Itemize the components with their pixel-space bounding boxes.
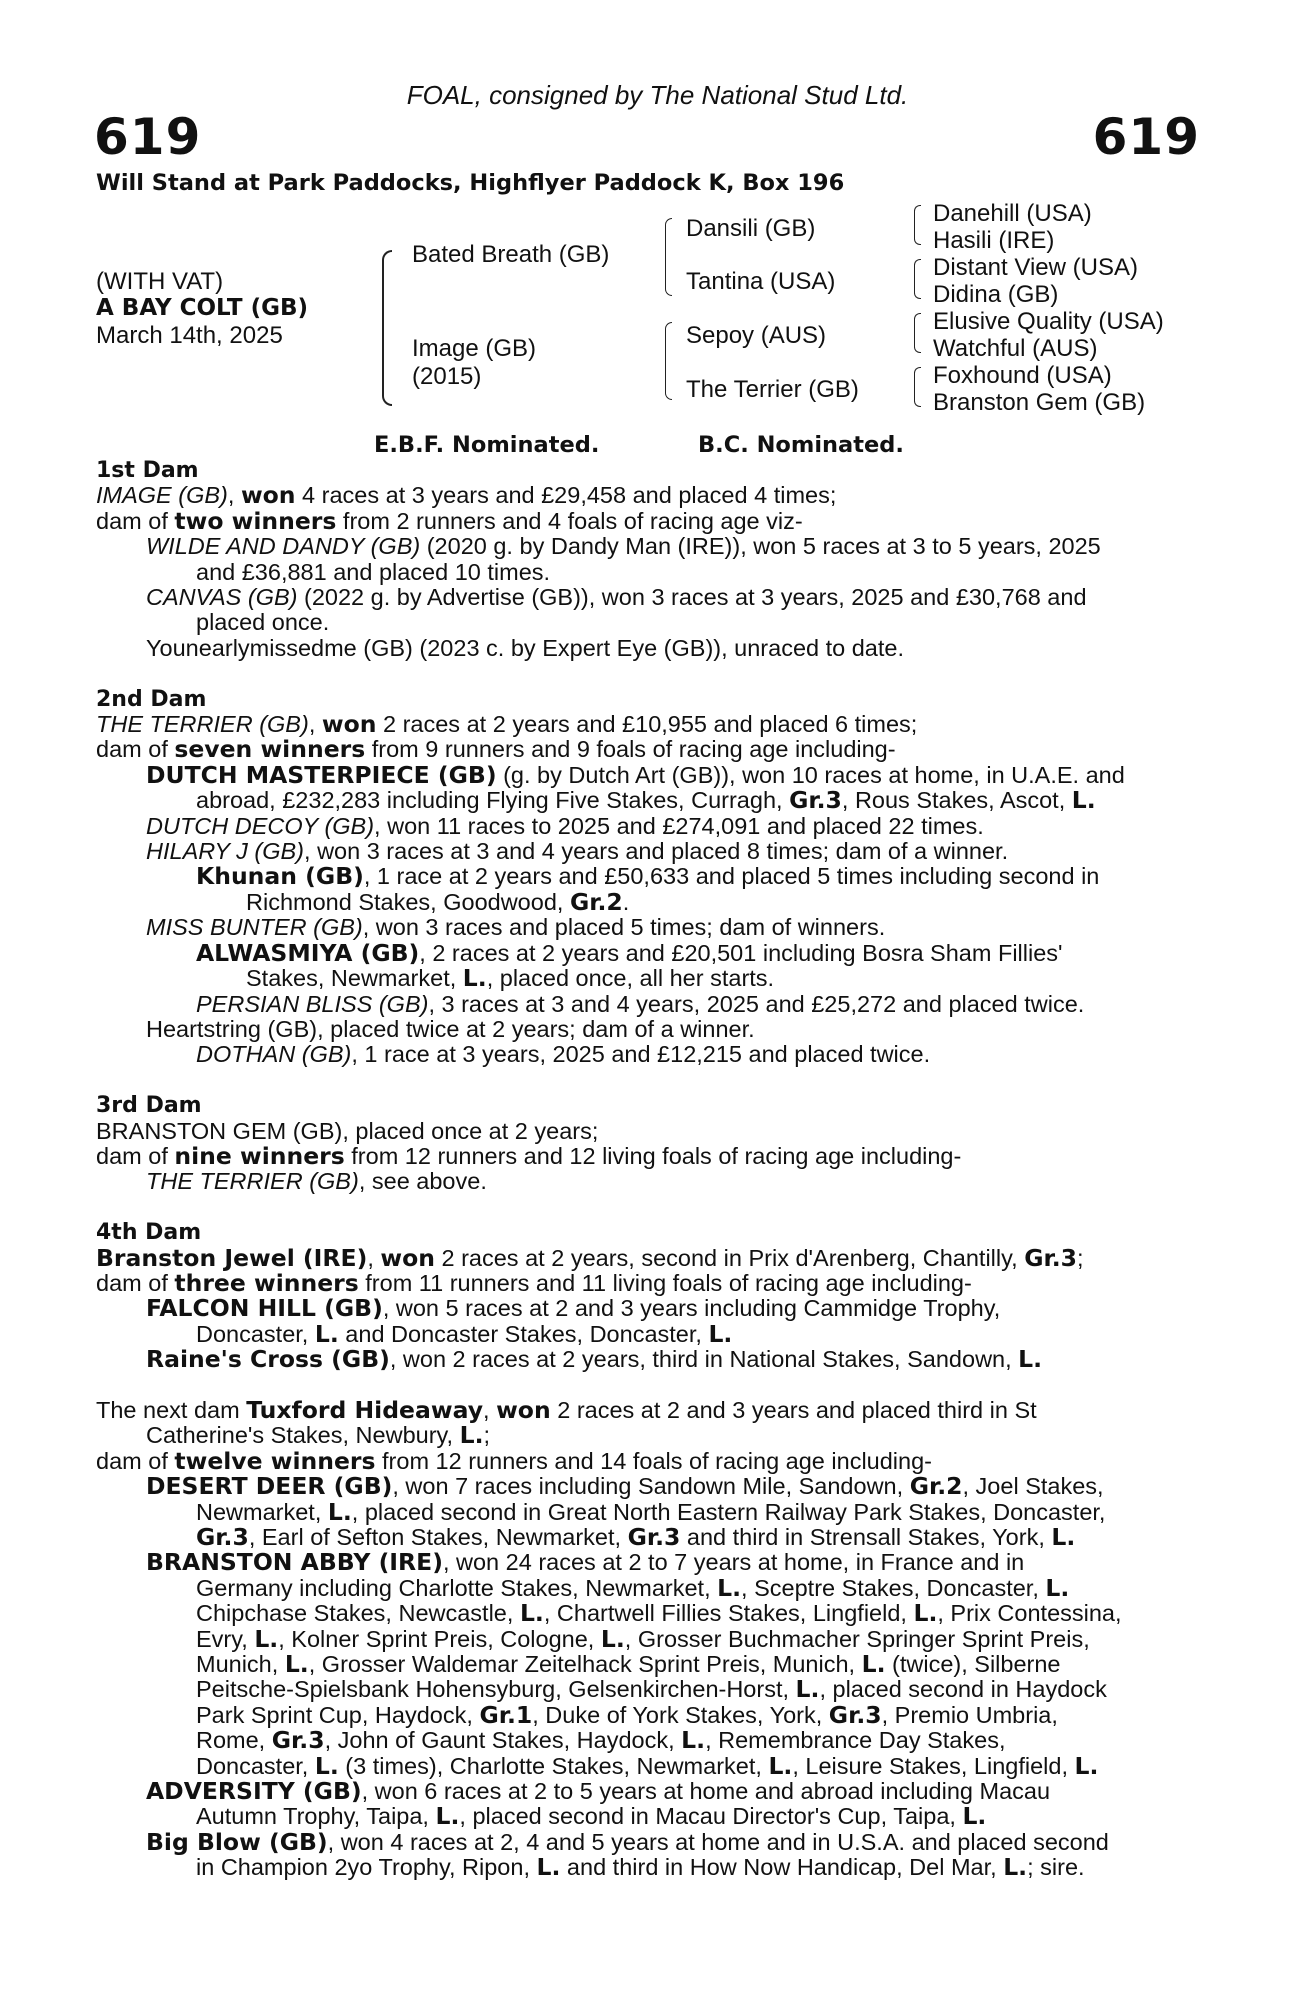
fourth-dam-heading: 4th Dam	[96, 1220, 202, 1246]
progeny-dutch-decoy: DUTCH DECOY (GB), won 11 races to 2025 and £274,091 and placed 22 times.	[146, 812, 984, 839]
ebf-nominated: E.B.F. Nominated.	[374, 432, 600, 458]
g3-3: Distant View (USA)	[933, 254, 1138, 281]
progeny-branston-abby: BRANSTON ABBY (IRE), won 24 races at 2 to 7 years at home, in France and in	[146, 1548, 1025, 1577]
brace-dam-parents	[665, 322, 672, 400]
progeny-dothan: DOTHAN (GB), 1 race at 3 years, 2025 and £12,215 and placed twice.	[196, 1041, 931, 1068]
progeny-big-blow: Big Blow (GB), won 4 races at 2, 4 and 5 years at home and in U.S.A. and placed second	[146, 1827, 1109, 1856]
second-dam-summary: dam of seven winners from 9 runners and 9 foals of racing age including-	[96, 735, 896, 764]
progeny-falcon-hill-cont: Doncaster, L. and Doncaster Stakes, Doncaster, L.	[196, 1319, 733, 1348]
g3-8: Branston Gem (GB)	[933, 389, 1146, 416]
progeny-falcon-hill: FALCON HILL (GB), won 5 races at 2 and 3 years including Cammidge Trophy,	[146, 1294, 1001, 1323]
dam-sire: Sepoy (AUS)	[686, 322, 827, 349]
progeny-khunan: Khunan (GB), 1 race at 2 years and £50,633 and placed 5 times including second in	[196, 862, 1100, 891]
dam: Image (GB)	[412, 335, 537, 362]
g3-5: Elusive Quality (USA)	[933, 308, 1164, 335]
progeny-branston-abby-cont8: Doncaster, L. (3 times), Charlotte Stakes, Newmarket, L., Leisure Stakes, Lingfield, L.	[196, 1751, 1099, 1780]
progeny-branston-abby-cont7: Rome, Gr.3, John of Gaunt Stakes, Haydock, L., Remembrance Day Stakes,	[196, 1726, 1006, 1755]
g3-1: Danehill (USA)	[933, 200, 1092, 227]
progeny-wilde-and-dandy: WILDE AND DANDY (GB) (2020 g. by Dandy Man (IRE)), won 5 races at 3 to 5 years, 2025	[146, 533, 1101, 560]
catalogue-body	[96, 458, 1200, 1881]
progeny-branston-abby-cont4: Munich, L., Grosser Waldemar Zeitelhack Sprint Preis, Munich, L. (twice), Silberne	[196, 1650, 1061, 1679]
brace-sire-parents	[665, 218, 672, 296]
next-dam-record: The next dam Tuxford Hideaway, won 2 races at 2 and 3 years and placed third in St	[96, 1395, 1037, 1424]
progeny-desert-deer: DESERT DEER (GB), won 7 races including Sandown Mile, Sandown, Gr.2, Joel Stakes,	[146, 1472, 1104, 1501]
progeny-branston-abby-cont3: Evry, L., Kolner Sprint Preis, Cologne, L., Grosser Buchmacher Springer Sprint Preis,	[196, 1624, 1090, 1653]
second-dam-record: THE TERRIER (GB), won 2 races at 2 years and £10,955 and placed 6 times;	[96, 710, 918, 739]
progeny-dutch-masterpiece-cont: abroad, £232,283 including Flying Five Stakes, Curragh, Gr.3, Rous Stakes, Ascot, L.	[196, 786, 1096, 815]
progeny-alwasmiya: ALWASMIYA (GB), 2 races at 2 years and £20,501 including Bosra Sham Fillies'	[196, 938, 1063, 967]
progeny-raines-cross: Raine's Cross (GB), won 2 races at 2 years, third in National Stakes, Sandown, L.	[146, 1345, 1043, 1374]
fourth-dam-summary: dam of three winners from 11 runners and 11 living foals of racing age including-	[96, 1268, 972, 1297]
next-dam-record-cont: Catherine's Stakes, Newbury, L.;	[146, 1421, 491, 1450]
progeny-big-blow-cont: in Champion 2yo Trophy, Ripon, L. and third in How Now Handicap, Del Mar, L.; sire.	[196, 1853, 1085, 1882]
g3-2: Hasili (IRE)	[933, 227, 1055, 254]
stand-location: Will Stand at Park Paddocks, Highflyer Paddock K, Box 196	[96, 170, 845, 196]
g3-4: Didina (GB)	[933, 281, 1059, 308]
progeny-branston-abby-cont1: Germany including Charlotte Stakes, Newmarket, L., Sceptre Stakes, Doncaster, L.	[196, 1573, 1070, 1602]
lot-number-left: 619	[94, 108, 202, 166]
brace-g3-3	[914, 313, 921, 353]
progeny-adversity-cont: Autumn Trophy, Taipa, L., placed second in Macau Director's Cup, Taipa, L.	[196, 1802, 987, 1831]
progeny-the-terrier-ref: THE TERRIER (GB), see above.	[146, 1168, 487, 1195]
third-dam-record: BRANSTON GEM (GB), placed once at 2 years;	[96, 1117, 599, 1144]
horse-dob: March 14th, 2025	[96, 322, 283, 349]
progeny-adversity: ADVERSITY (GB), won 6 races at 2 to 5 years at home and abroad including Macau	[146, 1777, 1051, 1806]
g3-7: Foxhound (USA)	[933, 362, 1112, 389]
brace-g3-1	[914, 205, 921, 245]
sire-dam: Tantina (USA)	[686, 268, 836, 295]
progeny-khunan-cont: Richmond Stakes, Goodwood, Gr.2.	[246, 887, 630, 916]
lot-number-right: 619	[1092, 108, 1200, 166]
progeny-desert-deer-cont2: Gr.3, Earl of Sefton Stakes, Newmarket, Gr.3 and third in Strensall Stakes, York, L.	[196, 1523, 1076, 1551]
progeny-branston-abby-cont5: Peitsche-Spielsbank Hohensyburg, Gelsenkirchen-Horst, L., placed second in Haydock	[196, 1675, 1107, 1704]
bc-nominated: B.C. Nominated.	[698, 432, 904, 458]
dam-dam: The Terrier (GB)	[686, 376, 859, 403]
progeny-persian-bliss: PERSIAN BLISS (GB), 3 races at 3 and 4 years, 2025 and £25,272 and placed twice.	[196, 990, 1085, 1017]
vat-note: (WITH VAT)	[96, 268, 224, 295]
brace-g3-4	[914, 367, 921, 407]
brace-parents	[382, 250, 392, 406]
sire-sire: Dansili (GB)	[686, 215, 816, 242]
third-dam-summary: dam of nine winners from 12 runners and 12 living foals of racing age including-	[96, 1141, 962, 1170]
sire: Bated Breath (GB)	[412, 241, 610, 268]
progeny-wilde-and-dandy-cont: and £36,881 and placed 10 times.	[196, 558, 551, 585]
progeny-branston-abby-cont2: Chipchase Stakes, Newcastle, L., Chartwell Fillies Stakes, Lingfield, L., Prix Contessina,	[196, 1599, 1122, 1628]
progeny-branston-abby-cont6: Park Sprint Cup, Haydock, Gr.1, Duke of York Stakes, York, Gr.3, Premio Umbria,	[196, 1700, 1058, 1729]
first-dam-heading: 1st Dam	[96, 458, 199, 483]
progeny-canvas: CANVAS (GB) (2022 g. by Advertise (GB)), won 3 races at 3 years, 2025 and £30,768 and	[146, 584, 1087, 611]
progeny-miss-bunter: MISS BUNTER (GB), won 3 races and placed 5 times; dam of winners.	[146, 914, 886, 941]
progeny-canvas-cont: placed once.	[196, 609, 330, 636]
progeny-dutch-masterpiece: DUTCH MASTERPIECE (GB) (g. by Dutch Art (GB)), won 10 races at home, in U.A.E. and	[146, 760, 1125, 789]
progeny-younearlymissedme: Younearlymissedme (GB) (2023 c. by Expert Eye (GB)), unraced to date.	[146, 634, 905, 661]
second-dam-heading: 2nd Dam	[96, 686, 207, 712]
next-dam-summary: dam of twelve winners from 12 runners and 14 foals of racing age including-	[96, 1446, 932, 1475]
dam-year: (2015)	[412, 363, 482, 390]
third-dam-heading: 3rd Dam	[96, 1093, 202, 1119]
g3-6: Watchful (AUS)	[933, 335, 1098, 362]
first-dam-summary: dam of two winners from 2 runners and 4 foals of racing age viz-	[96, 506, 803, 535]
consignment-line: FOAL, consigned by The National Stud Ltd.	[406, 80, 909, 110]
progeny-desert-deer-cont1: Newmarket, L., placed second in Great North Eastern Railway Park Stakes, Doncaster,	[196, 1497, 1106, 1526]
horse-name: A BAY COLT (GB)	[96, 295, 309, 321]
brace-g3-2	[914, 259, 921, 299]
fourth-dam-record: Branston Jewel (IRE), won 2 races at 2 years, second in Prix d'Arenberg, Chantilly, Gr.3;	[96, 1243, 1084, 1272]
progeny-heartstring: Heartstring (GB), placed twice at 2 years; dam of a winner.	[146, 1015, 755, 1042]
progeny-hilary-j: HILARY J (GB), won 3 races at 3 and 4 years and placed 8 times; dam of a winner.	[146, 838, 1009, 865]
progeny-alwasmiya-cont: Stakes, Newmarket, L., placed once, all her starts.	[246, 964, 775, 993]
first-dam-record: IMAGE (GB), won 4 races at 3 years and £29,458 and placed 4 times;	[96, 481, 837, 510]
